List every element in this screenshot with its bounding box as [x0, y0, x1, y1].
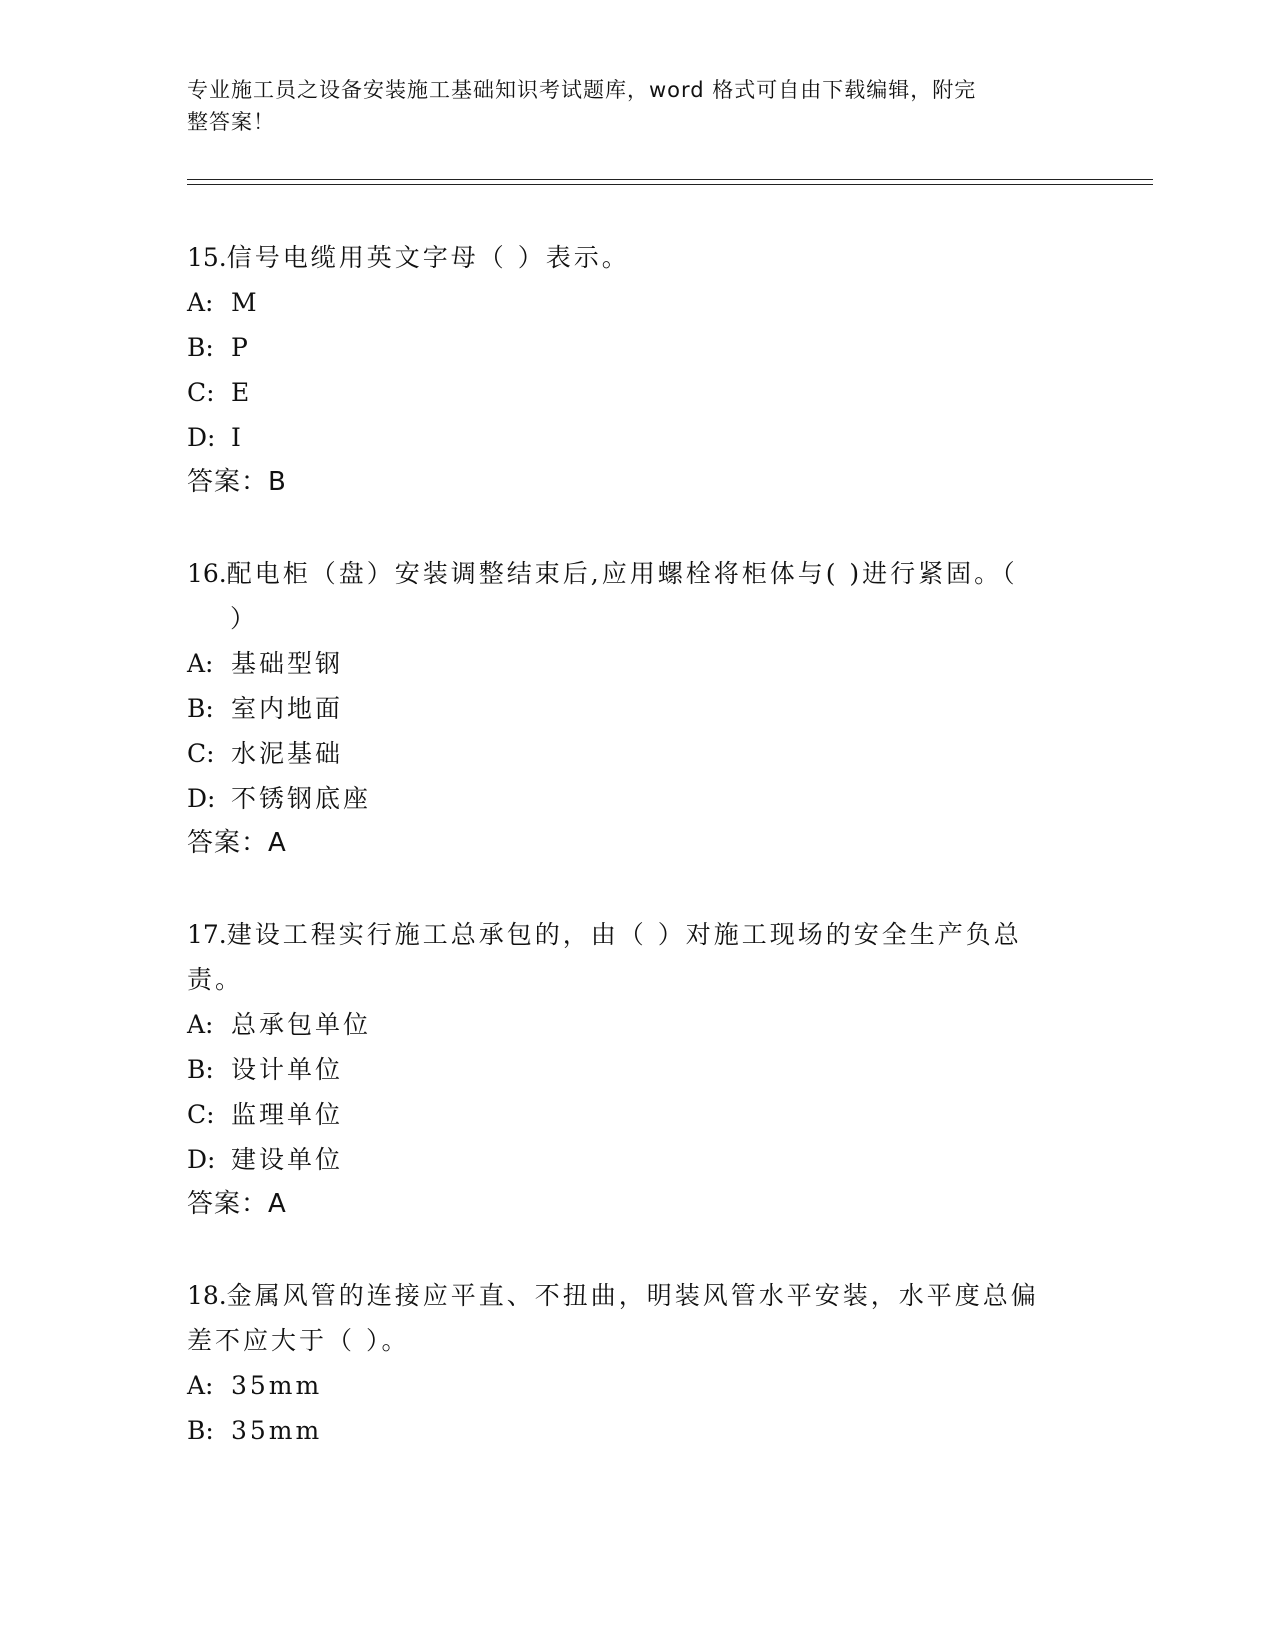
question-text-line-2: 差不应大于（ ）。: [187, 1326, 410, 1355]
option-key: D:: [187, 423, 216, 452]
question-18: [187, 1273, 1067, 1453]
answer: 答案：A: [187, 1189, 287, 1219]
question-text-line-1: 配电柜（盘）安装调整结束后,应用螺栓将柜体与( )进行紧固。（: [226, 559, 1018, 588]
document-header: [187, 74, 1067, 138]
option-b: [187, 325, 1067, 370]
header-divider-top: [187, 179, 1153, 180]
question-text-line-2: 责。: [187, 965, 244, 994]
question-number: 16.: [187, 559, 227, 588]
question-stem: [187, 912, 1067, 957]
option-text: M: [231, 288, 260, 317]
option-text: P: [231, 333, 251, 362]
option-text: 总承包单位: [231, 1010, 372, 1039]
option-key: C:: [187, 1100, 215, 1129]
question-number: 17.: [187, 920, 227, 949]
question-number: 18.: [187, 1281, 227, 1310]
option-key: A:: [187, 1371, 214, 1400]
option-b: [187, 1047, 1067, 1092]
header-title-line-2: 整答案！: [187, 110, 275, 134]
question-stem: [187, 235, 1067, 280]
option-key: B:: [187, 1416, 214, 1445]
question-15: [187, 235, 1067, 504]
option-a: [187, 1363, 1067, 1408]
option-text: 不锈钢底座: [231, 784, 372, 813]
header-title-line-1: 专业施工员之设备安装施工基础知识考试题库，word 格式可自由下载编辑，附完: [187, 78, 977, 102]
option-b: [187, 1408, 1067, 1453]
question-stem: [187, 1273, 1067, 1318]
option-a: [187, 641, 1067, 686]
option-key: A:: [187, 288, 214, 317]
option-text: 建设单位: [231, 1145, 344, 1174]
answer: 答案：B: [187, 467, 287, 497]
option-d: [187, 1137, 1067, 1182]
option-key: A:: [187, 1010, 214, 1039]
option-text: 基础型钢: [231, 649, 344, 678]
option-key: D:: [187, 1145, 216, 1174]
option-a: [187, 280, 1067, 325]
answer: 答案：A: [187, 828, 287, 858]
question-text-line-2: ）: [230, 604, 259, 633]
option-text: 室内地面: [231, 694, 344, 723]
option-key: C:: [187, 739, 215, 768]
question-stem: [187, 551, 1067, 596]
option-text: 水泥基础: [231, 739, 344, 768]
option-key: B:: [187, 333, 214, 362]
question-text-line-1: 建设工程实行施工总承包的，由（ ）对施工现场的安全生产负总: [226, 920, 1022, 949]
option-a: [187, 1002, 1067, 1047]
question-16: [187, 551, 1067, 865]
question-text-line-1: 金属风管的连接应平直、不扭曲，明装风管水平安装，水平度总偏: [226, 1281, 1039, 1310]
option-text: E: [231, 378, 253, 407]
question-number: 15.: [187, 243, 227, 272]
option-d: [187, 415, 1067, 460]
header-divider-bottom: [187, 184, 1153, 185]
option-text: I: [231, 423, 244, 452]
option-text: 35mm: [231, 1416, 323, 1445]
option-key: B:: [187, 694, 214, 723]
option-text: 35mm: [231, 1371, 323, 1400]
option-d: [187, 776, 1067, 821]
option-key: A:: [187, 649, 214, 678]
option-c: [187, 370, 1067, 415]
option-text: 监理单位: [231, 1100, 344, 1129]
question-17: [187, 912, 1067, 1226]
option-c: [187, 731, 1067, 776]
option-c: [187, 1092, 1067, 1137]
option-text: 设计单位: [231, 1055, 344, 1084]
option-key: C:: [187, 378, 215, 407]
option-key: B:: [187, 1055, 214, 1084]
question-text-line-1: 信号电缆用英文字母（ ）表示。: [226, 243, 630, 272]
option-b: [187, 686, 1067, 731]
option-key: D:: [187, 784, 216, 813]
